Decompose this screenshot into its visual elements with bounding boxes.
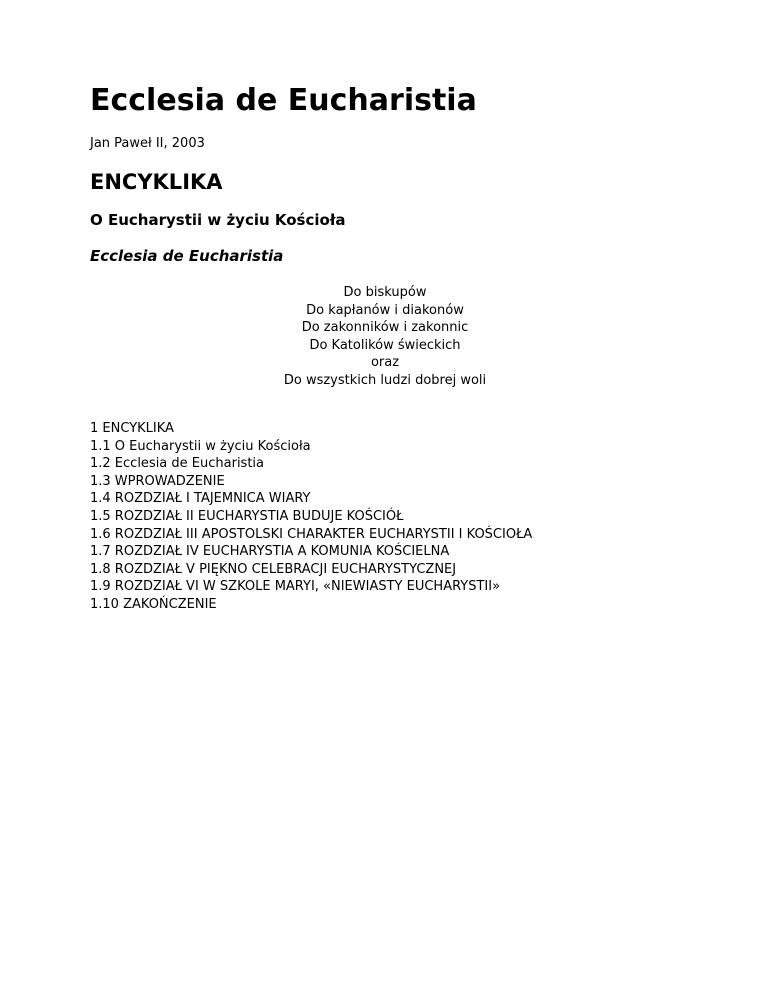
addressee-line: Do kapłanów i diakonów: [306, 302, 464, 318]
toc-item: [90, 561, 532, 579]
latin-title: Ecclesia de Eucharistia: [90, 247, 284, 265]
addressee-line: Do biskupów: [343, 285, 427, 300]
addressee-line: Do Katolików świeckich: [309, 337, 461, 353]
toc-item: [90, 490, 532, 508]
toc-item: [90, 596, 532, 614]
toc-link[interactable]: 1.6 ROZDZIAŁ III APOSTOLSKI CHARAKTER EUCHARYSTII I KOŚCIOŁA: [90, 526, 533, 542]
toc-item: [90, 473, 532, 491]
toc-link[interactable]: 1 ENCYKLIKA: [90, 421, 174, 436]
toc-item: [90, 543, 532, 561]
toc-item: [90, 455, 532, 473]
toc-link[interactable]: 1.3 WPROWADZENIE: [90, 473, 225, 489]
toc-link[interactable]: 1.2 Ecclesia de Eucharistia: [90, 456, 265, 472]
author-line: Jan Paweł II, 2003: [90, 136, 205, 151]
document-title: Ecclesia de Eucharistia: [90, 83, 477, 118]
toc-link[interactable]: 1.10 ZAKOŃCZENIE: [90, 596, 217, 612]
addressee-line: oraz: [370, 355, 400, 371]
toc-link[interactable]: 1.1 O Eucharystii w życiu Kościoła: [90, 438, 311, 454]
addressee-line: Do wszystkich ludzi dobrej woli: [283, 372, 487, 388]
toc-link[interactable]: 1.7 ROZDZIAŁ IV EUCHARYSTIA A KOMUNIA KOŚCIELNA: [90, 544, 450, 560]
section-heading: ENCYKLIKA: [90, 170, 223, 194]
toc-item: [90, 508, 532, 526]
addressee-line: Do zakonników i zakonnic: [301, 320, 469, 336]
section-subheading: O Eucharystii w życiu Kościoła: [90, 211, 346, 229]
toc-link[interactable]: 1.9 ROZDZIAŁ VI W SZKOLE MARYI, «NIEWIASTY EUCHARYSTII»: [90, 579, 501, 595]
toc-item: [90, 438, 532, 456]
toc-item: [90, 526, 532, 544]
toc-link[interactable]: 1.8 ROZDZIAŁ V PIĘKNO CELEBRACJI EUCHARYSTYCZNEJ: [90, 561, 457, 577]
addressees-list: [90, 284, 680, 390]
toc-link[interactable]: 1.4 ROZDZIAŁ I TAJEMNICA WIARY: [90, 491, 311, 507]
toc-link[interactable]: 1.5 ROZDZIAŁ II EUCHARYSTIA BUDUJE KOŚCIÓŁ: [90, 508, 404, 524]
toc-item: [90, 578, 532, 596]
toc-item: [90, 420, 532, 438]
table-of-contents: [90, 420, 532, 614]
